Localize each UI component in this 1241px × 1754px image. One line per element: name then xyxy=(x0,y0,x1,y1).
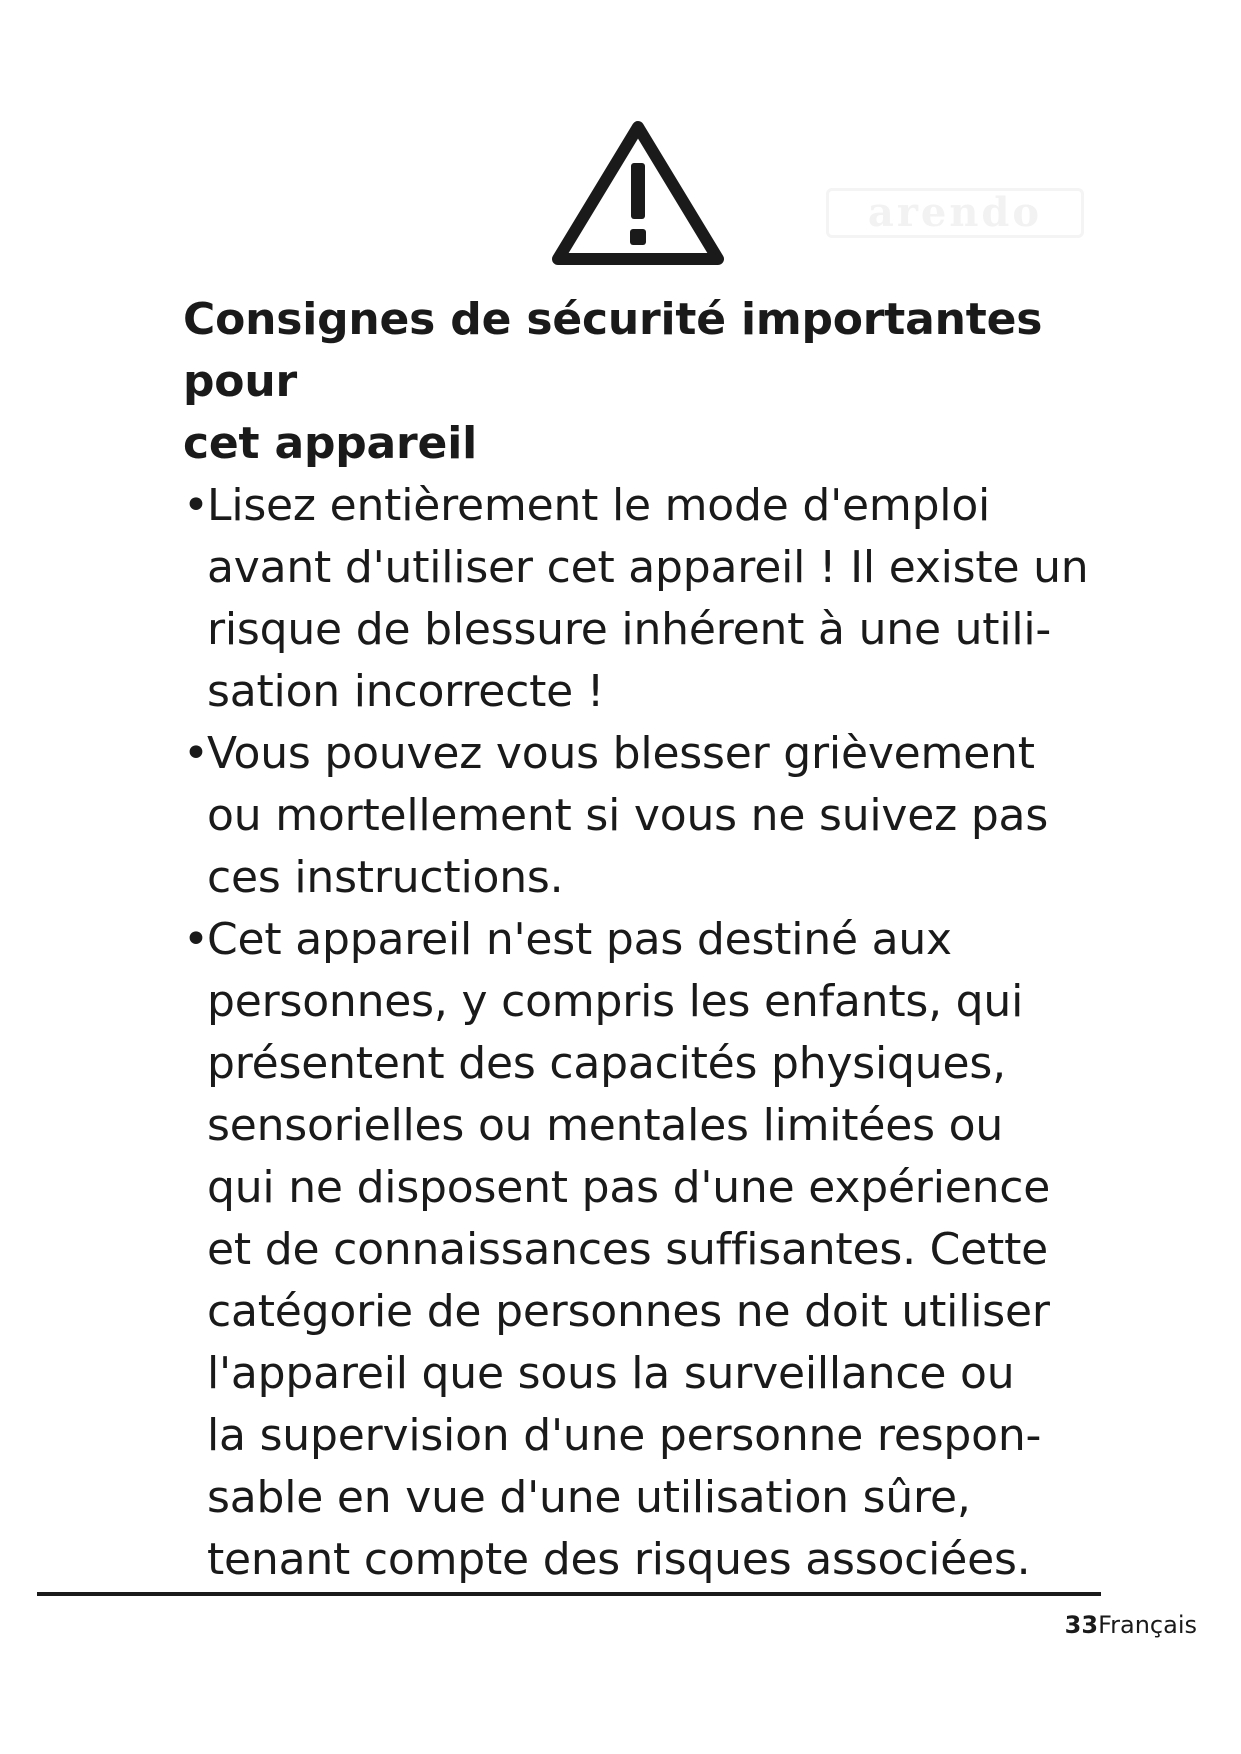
list-item xyxy=(183,723,1123,909)
page-number: 33 xyxy=(1064,1611,1099,1639)
safety-instructions-list xyxy=(183,475,1123,1591)
list-item xyxy=(183,475,1123,723)
list-item-text: Vous pouvez vous blesser grièvement ou mortellement si vous ne suivez pas ces instructions. xyxy=(207,728,1049,903)
bullet: • xyxy=(183,914,209,965)
bullet: • xyxy=(183,480,209,531)
bullet: • xyxy=(183,728,209,779)
footer-language: Français xyxy=(1098,1611,1197,1639)
list-item xyxy=(183,909,1123,1591)
page-footer xyxy=(1065,1610,1197,1640)
warning-triangle-icon xyxy=(550,115,726,270)
list-item-text: Lisez entièrement le mode d'emploi avant d'utiliser cet appareil ! Il existe un risque de blessure inhérent à une utili- sation incorrecte ! xyxy=(207,480,1089,717)
list-item-text: Cet appareil n'est pas destiné aux personnes, y compris les enfants, qui présentent des capacités physiques, sensorielles ou mentales limitées ou qui ne disposent pas d'une expérience et de connaissances suffisantes. Cette catégorie de personnes ne doit utiliser l'appareil que sous la surveillance ou la supervision d'une personne respon- sable en vue d'une utilisation sûre, tenant compte des risques associées. xyxy=(207,914,1051,1585)
section-heading: Consignes de sécurité importantes pour cet appareil xyxy=(183,294,1043,469)
brand-watermark: arendo xyxy=(826,188,1084,238)
safety-section xyxy=(183,289,1123,1591)
footer-divider xyxy=(37,1592,1101,1596)
